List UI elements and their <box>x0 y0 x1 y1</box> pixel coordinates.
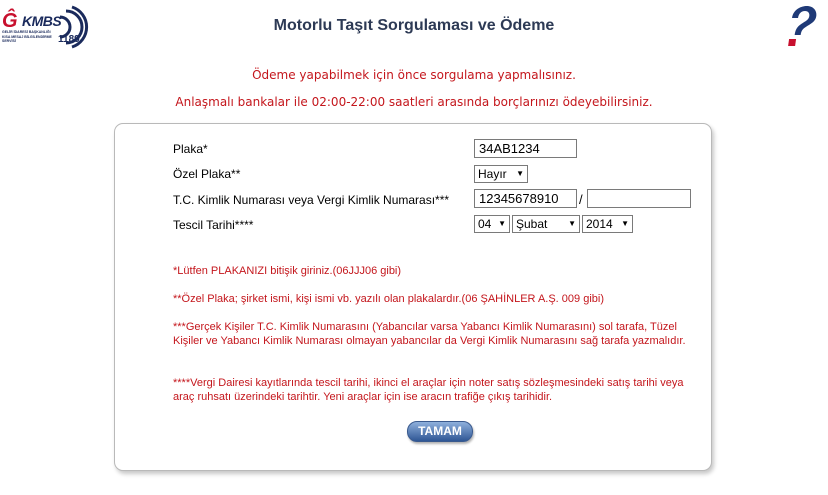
chevron-down-icon: ▼ <box>568 219 576 228</box>
note-kimlik: ***Gerçek Kişiler T.C. Kimlik Numarasını (Yabancılar varsa Yabancı Kimlik Numarasını) sol tarafa, Tüzel Kişiler ve Yabancı Kimlik Numarası olmayan yabancılar da Vergi Kimlik Numarasını sağ tarafa yazmalıdır. <box>173 321 686 347</box>
chevron-down-icon: ▼ <box>516 169 524 178</box>
ozel-plaka-select[interactable] <box>474 165 528 183</box>
note-tescil: ****Vergi Dairesi kayıtlarında tescil tarihi, ikinci el araçlar için noter satış sözleşmesindeki satış tarihi veya araç ruhsatı üzerindeki tarihtir. Yeni araçlar için ise aracın trafiğe çıkış tarihidir. <box>173 377 684 403</box>
vergi-kimlik-input[interactable] <box>587 189 691 208</box>
kimlik-separator: / <box>579 192 583 207</box>
tescil-tarihi-label: Tescil Tarihi**** <box>173 218 254 232</box>
plaka-label: Plaka* <box>173 142 208 156</box>
ozel-plaka-selected: Hayır <box>478 167 507 181</box>
tamam-button[interactable]: TAMAM <box>407 421 473 442</box>
chevron-down-icon: ▼ <box>621 219 629 228</box>
info-message-query-first: Ödeme yapabilmek için önce sorgulama yapmalısınız. <box>252 68 576 82</box>
chevron-down-icon: ▼ <box>498 219 506 228</box>
note-plaka: *Lütfen PLAKANIZI bitişik giriniz.(06JJJ06 gibi) <box>173 265 402 277</box>
tescil-day-selected: 04 <box>478 217 492 231</box>
info-message-payment-hours: Anlaşmalı bankalar ile 02:00-22:00 saatleri arasında borçlarınızı ödeyebilirsiniz. <box>175 95 653 109</box>
plaka-input[interactable] <box>474 139 577 158</box>
tescil-month-select[interactable] <box>512 215 580 233</box>
tescil-day-select[interactable] <box>474 215 510 233</box>
note-ozel-plaka: **Özel Plaka; şirket ismi, kişi ismi vb. yazılı olan plakalardır.(06 ŞAHİNLER A.Ş. 009 gibi) <box>173 293 604 305</box>
tc-kimlik-input[interactable] <box>474 189 577 208</box>
kimlik-label: T.C. Kimlik Numarası veya Vergi Kimlik Numarası*** <box>173 193 450 207</box>
query-form-panel <box>114 123 712 471</box>
question-mark-icon[interactable] <box>787 4 821 48</box>
tescil-month-selected: Şubat <box>516 217 548 231</box>
logo-brand: KMBS <box>22 13 62 29</box>
logo-number: 1189 <box>58 34 80 45</box>
page-title: Motorlu Taşıt Sorgulaması ve Ödeme <box>273 17 555 34</box>
tescil-year-select[interactable] <box>582 215 633 233</box>
logo-subtitle: GELİR İDARESİ BAŞKANLIĞI KISA MESAJ BİLGİLENDİRME SERVİSİ <box>2 30 52 43</box>
tescil-year-selected: 2014 <box>586 217 613 231</box>
ozel-plaka-label: Özel Plaka** <box>173 167 241 181</box>
logo-mark-icon: Ĝ <box>2 10 18 32</box>
